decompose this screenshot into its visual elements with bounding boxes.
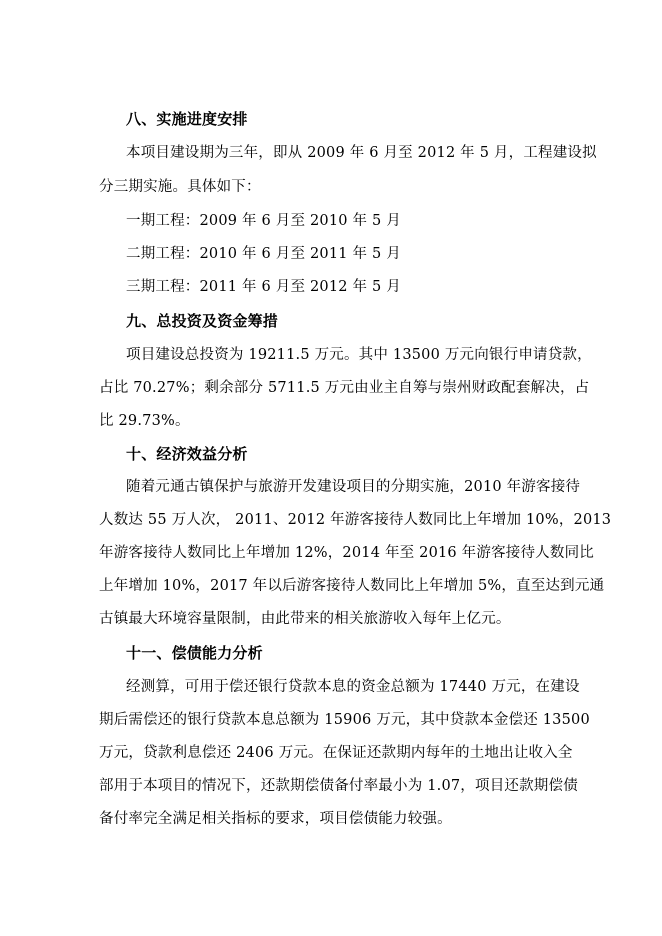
phase-1-line: 一期工程：2009 年 6 月至 2010 年 5 月: [126, 213, 401, 229]
section-11-paragraph-line: 部用于本项目的情况下，还款期偿债备付率最小为 1.07，项目还款期偿债: [99, 778, 578, 794]
section-8-paragraph-line: 分三期实施。具体如下：: [99, 179, 261, 195]
section-10-heading: 十、经济效益分析: [126, 445, 248, 463]
section-8-heading: 八、实施进度安排: [126, 110, 248, 128]
phase-2-line: 二期工程：2010 年 6 月至 2011 年 5 月: [126, 246, 401, 262]
section-9-heading: 九、总投资及资金筹措: [126, 312, 279, 330]
section-9-paragraph-line: 比 29.73%。: [99, 413, 190, 429]
section-10-paragraph-line: 古镇最大环境容量限制，由此带来的相关旅游收入每年上亿元。: [99, 611, 511, 627]
phase-3-line: 三期工程：2011 年 6 月至 2012 年 5 月: [126, 279, 401, 295]
section-10-paragraph-line: 随着元通古镇保护与旅游开发建设项目的分期实施，2010 年游客接待: [126, 479, 581, 495]
section-11-paragraph-line: 备付率完全满足相关指标的要求，项目偿债能力较强。: [99, 811, 452, 827]
section-11-paragraph-line: 期后需偿还的银行贷款本息总额为 15906 万元，其中贷款本金偿还 13500: [99, 712, 590, 728]
section-9-paragraph-line: 占比 70.27%；剩余部分 5711.5 万元由业主自筹与崇州财政配套解决，占: [99, 380, 590, 396]
section-10-paragraph-line: 年游客接待人数同比上年增加 12%，2014 年至 2016 年游客接待人数同比: [99, 545, 594, 561]
section-10-paragraph-line: 人数达 55 万人次， 2011、2012 年游客接待人数同比上年增加 10%，2013: [99, 512, 612, 528]
section-8-paragraph-line: 本项目建设期为三年，即从 2009 年 6 月至 2012 年 5 月，工程建设拟: [126, 145, 597, 161]
section-10-paragraph-line: 上年增加 10%，2017 年以后游客接待人数同比上年增加 5%，直至达到元通: [99, 578, 605, 594]
section-9-paragraph-line: 项目建设总投资为 19211.5 万元。其中 13500 万元向银行申请贷款，: [126, 347, 592, 363]
section-11-paragraph-line: 万元，贷款利息偿还 2406 万元。在保证还款期内每年的土地出让收入全: [99, 745, 573, 761]
section-11-heading: 十一、偿债能力分析: [126, 644, 263, 662]
section-11-paragraph-line: 经测算，可用于偿还银行贷款本息的资金总额为 17440 万元，在建设: [126, 679, 580, 695]
